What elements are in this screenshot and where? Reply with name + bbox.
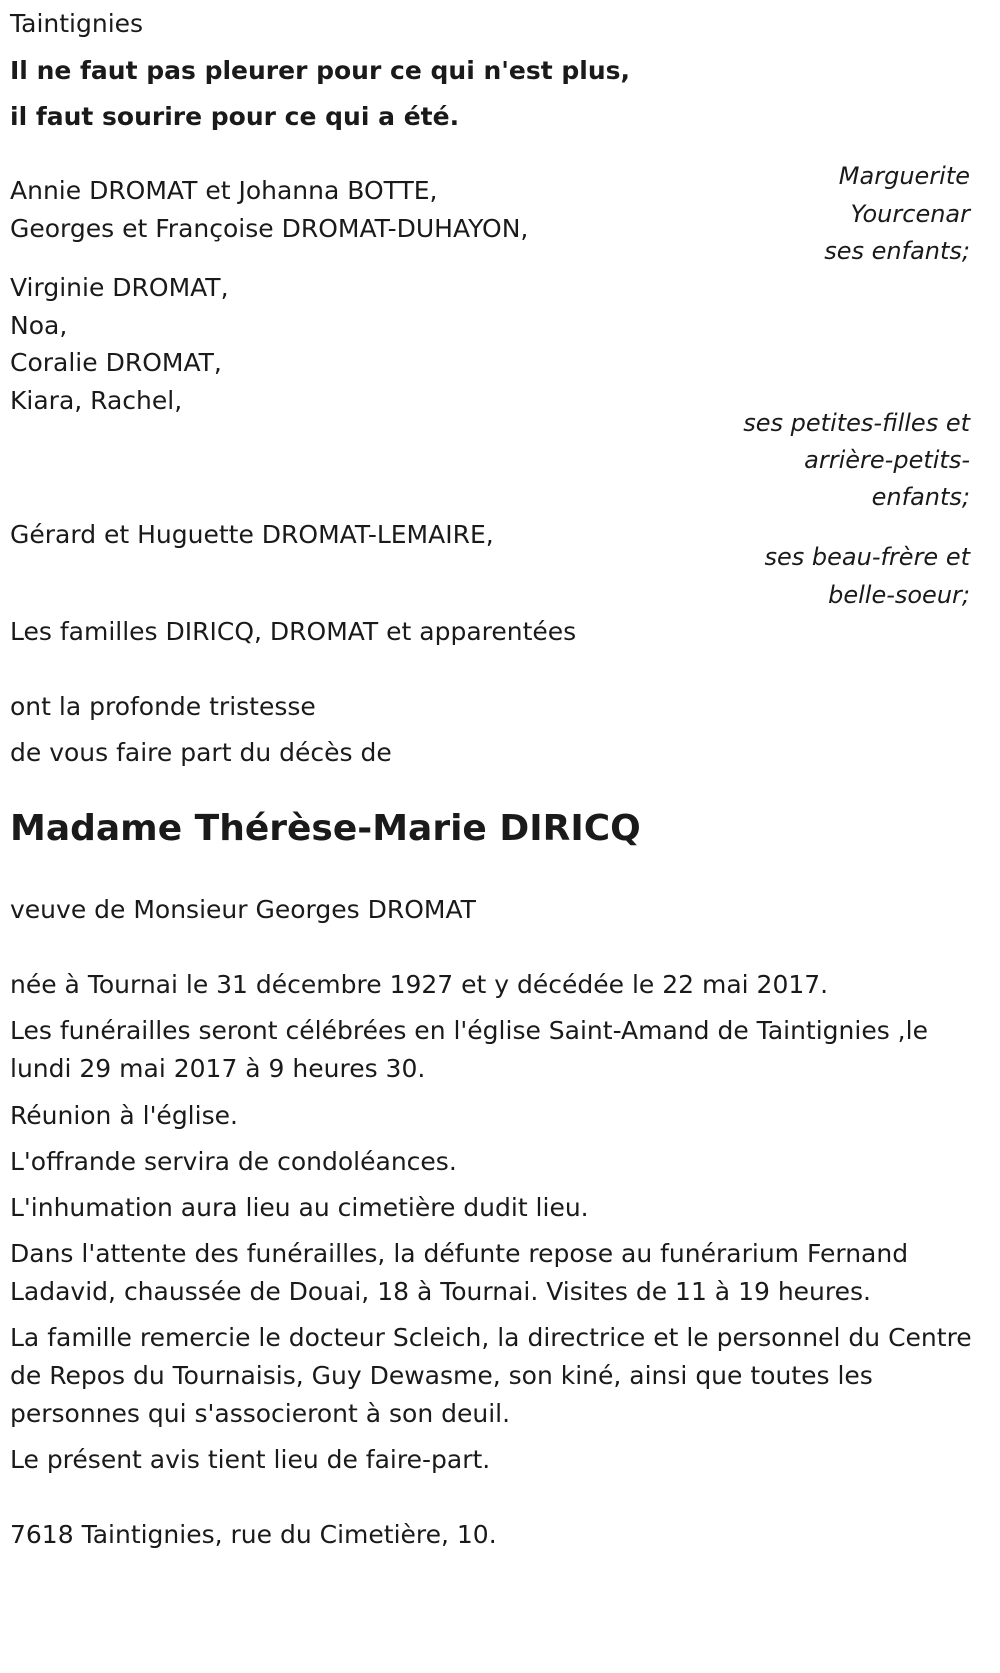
funerarium-paragraph: Dans l'attente des funérailles, la défunte repose au funérarium Fernand Ladavid, chaussée de Douai, 18 à Tournai. Visites de 11 à 19 heures. [10, 1239, 909, 1306]
inlaws-role-line-1: ses beau-frère et [764, 543, 970, 571]
quote-line-1: Il ne faut pas pleurer pour ce qui n'est plus, [10, 56, 631, 85]
birth-death-line: née à Tournai le 31 décembre 1927 et y décédée le 22 mai 2017. [10, 970, 829, 999]
grandchildren-role-line-1: ses petites-filles et [743, 409, 970, 437]
funeral-paragraph: Les funérailles seront célébrées en l'église Saint-Amand de Taintignies ,le lundi 29 mai 2017 à 9 heures 30. [10, 1016, 928, 1083]
children-line-2: Georges et Françoise DROMAT-DUHAYON, [10, 214, 529, 243]
deceased-name: Madame Thérèse-Marie DIRICQ [10, 808, 641, 849]
families-line: Les familles DIRICQ, DROMAT et apparentées [10, 617, 577, 646]
offering-line: L'offrande servira de condoléances. [10, 1147, 457, 1176]
notice-line: Le présent avis tient lieu de faire-part. [10, 1445, 491, 1474]
grandchildren-role-line-3: enfants; [871, 483, 970, 511]
burial-line: L'inhumation aura lieu au cimetière dudit lieu. [10, 1193, 589, 1222]
place-heading: Taintignies [10, 9, 144, 38]
quote-line-2: il faut sourire pour ce qui a été. [10, 102, 460, 131]
grandchildren-line-1: Virginie DROMAT, [10, 273, 229, 302]
quote-author-line-1: Marguerite [838, 162, 970, 190]
quote-author-line-2: Yourcenar [850, 200, 970, 228]
grandchildren-line-4: Kiara, Rachel, [10, 386, 183, 415]
children-role: ses enfants; [824, 237, 970, 265]
meeting-line: Réunion à l'église. [10, 1101, 238, 1130]
address-line: 7618 Taintignies, rue du Cimetière, 10. [10, 1520, 497, 1549]
thanks-paragraph: La famille remercie le docteur Scleich, la directrice et le personnel du Centre de Repos du Tournaisis, Guy Dewasme, son kiné, ainsi que toutes les personnes qui s'associeront à son deuil. [10, 1323, 972, 1428]
children-line-1: Annie DROMAT et Johanna BOTTE, [10, 176, 438, 205]
obituary-page [10, 0, 990, 1673]
inlaws-line: Gérard et Huguette DROMAT-LEMAIRE, [10, 520, 494, 549]
announcement-line-2: de vous faire part du décès de [10, 738, 392, 767]
grandchildren-line-2: Noa, [10, 311, 68, 340]
grandchildren-role-line-2: arrière-petits- [804, 446, 970, 474]
widow-of-line: veuve de Monsieur Georges DROMAT [10, 895, 476, 924]
announcement-line-1: ont la profonde tristesse [10, 692, 316, 721]
inlaws-role-line-2: belle-soeur; [828, 581, 970, 609]
grandchildren-line-3: Coralie DROMAT, [10, 348, 222, 377]
